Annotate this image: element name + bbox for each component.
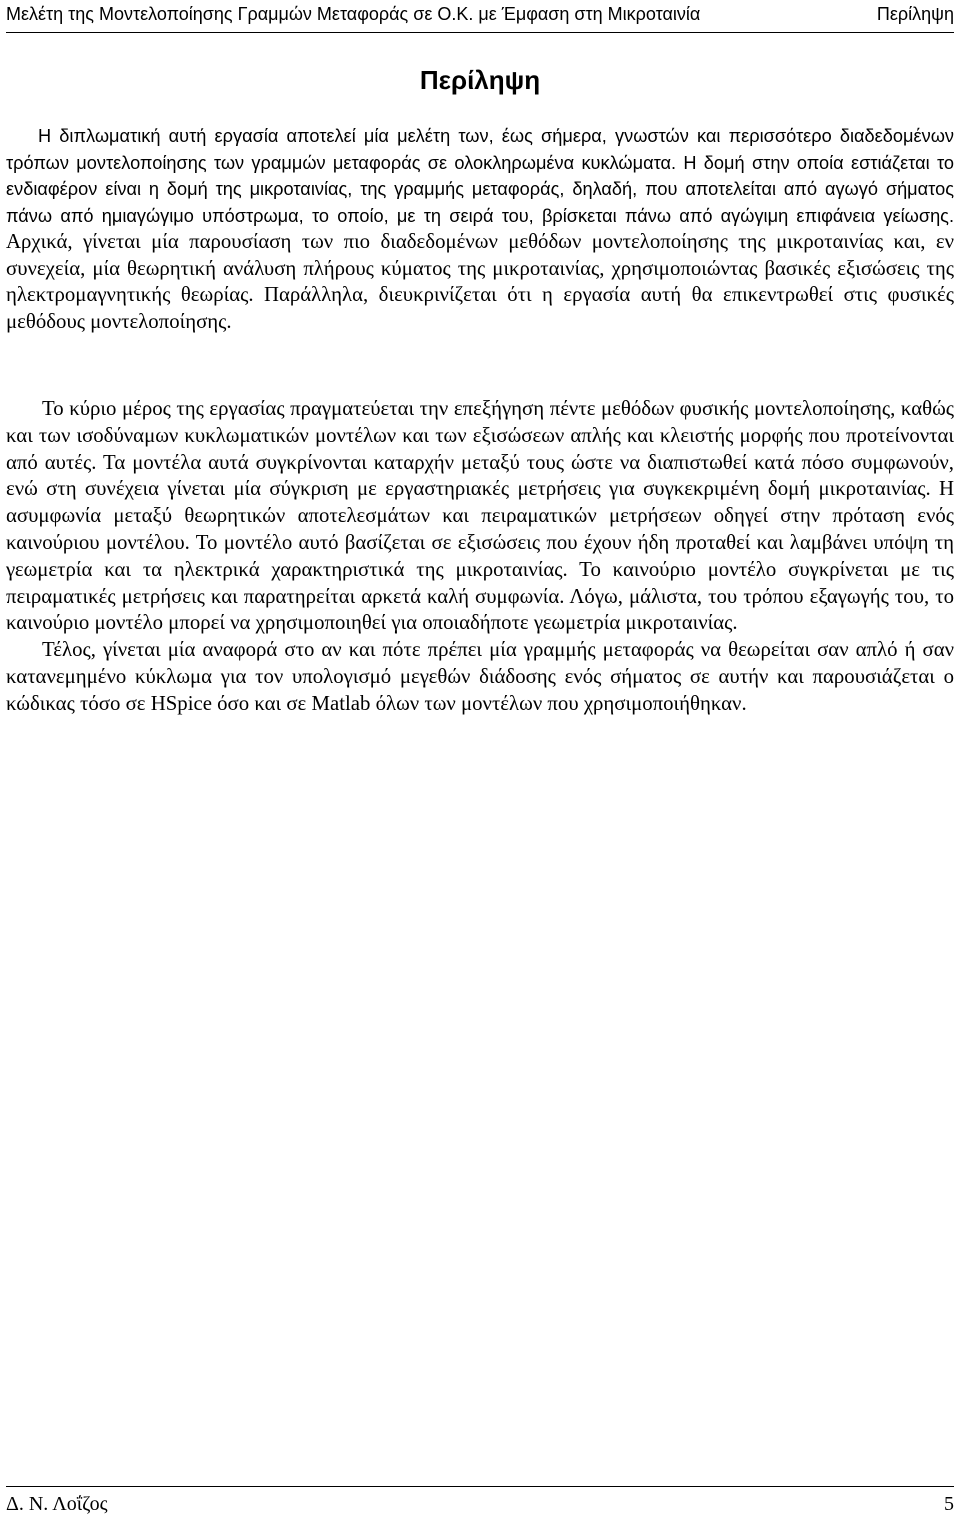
header-document-title: Μελέτη της Μοντελοποίησης Γραμμών Μεταφοράς σε Ο.Κ. με Έμφαση στη Μικροταινία <box>6 4 701 24</box>
running-header <box>6 2 954 33</box>
abstract-paragraph-3: Το κύριο μέρος της εργασίας πραγματεύεται την επεξήγηση πέντε μεθόδων φυσικής μοντελοποίησης, καθώς και των ισοδύναμων κυκλωματικών μοντέλων και των εξισώσεων απλής και κλειστής μορφής που προτείνονται από αυτές. Τα μοντέλα αυτά συγκρίνονται καταρχήν μεταξύ τους ώστε να διαπιστωθεί κατά πόσο συμφωνούν, ενώ στη συνέχεια γίνεται μία σύγκριση με εργαστηριακές μετρήσεις για συγκεκριμένη δομή μικροταινίας. Η ασυμφωνία μεταξύ θεωρητικών αποτελεσμάτων και πειραματικών μετρήσεων οδηγεί στην πρόταση ενός καινούριου μοντέλου. Το μοντέλο αυτό βασίζεται σε εξισώσεις που έχουν ήδη προταθεί και λαμβάνει υπόψη τη γεωμετρία και τα ηλεκτρικά χαρακτηριστικά της μικροταινίας. Το καινούριο μοντέλο συγκρίνεται με τις πειραματικές μετρήσεις και παρατηρείται αρκετά καλή συμφωνία. Λόγω, μάλιστα, του τρόπου εξαγωγής του, το καινούριο μοντέλο μπορεί να χρησιμοποιηθεί για οποιαδήποτε γεωμετρία μικροταινίας. <box>6 397 954 635</box>
footer-page-number: 5 <box>944 1493 954 1515</box>
abstract-paragraph-4: Τέλος, γίνεται μία αναφορά στο αν και πότε πρέπει μία γραμμής μεταφοράς να θεωρείται σαν απλό ή σαν κατανεμημένο κύκλωμα για τον υπολογισμό μεγεθών διάδοσης ενός σήματος σε αυτήν και παρουσιάζεται ο κώδικας τόσο σε HSpice όσο και σε Matlab όλων των μοντέλων που χρησιμοποιήθηκαν. <box>6 638 954 715</box>
abstract-paragraph-1: Η διπλωματική αυτή εργασία αποτελεί μία μελέτη των, έως σήμερα, γνωστών και περισσότερο διαδεδομένων τρόπων μοντελοποίησης των γραμμών μεταφοράς σε ολοκληρωμένα κυκλώματα. Η δομή στην οποία εστιάζεται το ενδιαφέρον είναι η δομή της μικροταινίας, της γραμμής μεταφοράς, δηλαδή, που αποτελείται από αγωγό σήματος πάνω από ημιαγώγιμο υπόστρωμα, το οποίο, με τη σειρά του, βρίσκεται πάνω από αγώγιμη επιφάνεια γείωσης. Αρχικά, γίνεται μία παρουσίαση των πιο διαδεδομένων μεθόδων μοντελοποίησης της μικροταινίας και, εν συνεχεία, μία θεωρητική ανάλυση πλήρους κύματος της μικροταινίας, χρησιμοποιώντας βασικές εξισώσεις της ηλεκτρομαγνητικής θεωρίας. Παράλληλα, διευκρινίζεται ότι η εργασία αυτή θα επικεντρωθεί στις φυσικές μεθόδους μοντελοποίησης. <box>6 126 954 333</box>
section-title: Περίληψη <box>419 65 541 95</box>
footer-author: Δ. Ν. Λοΐζος <box>6 1493 108 1515</box>
abstract-body <box>6 396 954 718</box>
abstract-paragraph-1-continuation: Αρχικά, γίνεται μία παρουσίαση των πιο διαδεδομένων μεθόδων μοντελοποίησης της μικροταινίας και, εν συνεχεία, μία θεωρητική ανάλυση πλήρους κύματος της μικροταινίας, χρησιμοποιώντας βασικές εξισώσεις της ηλεκτρομαγνητικής θεωρίας. Παράλληλα, διευκρινίζεται ότι η εργασία αυτή θα επικεντρωθεί στις φυσικές μεθόδους μοντελοποίησης. <box>6 230 954 333</box>
header-section-name: Περίληψη <box>876 4 954 24</box>
running-footer <box>6 1486 954 1517</box>
